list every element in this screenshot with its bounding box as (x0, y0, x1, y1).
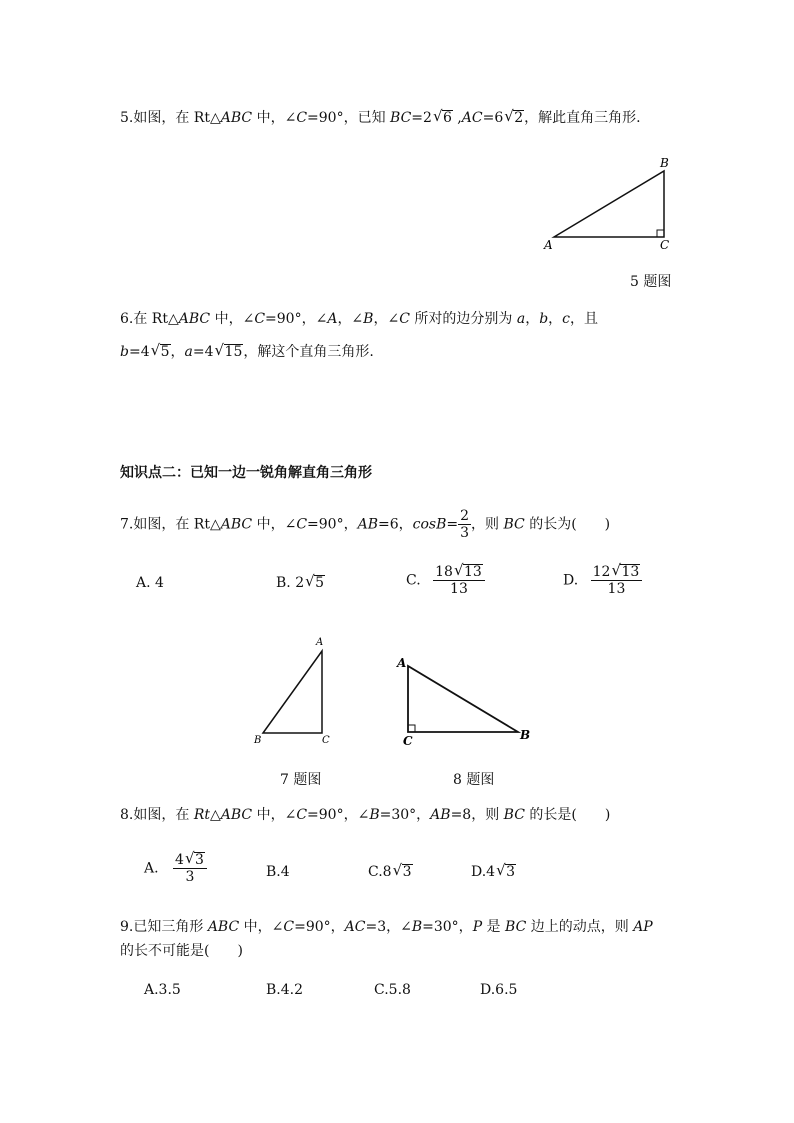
q8-triangle-name: ABC (220, 807, 253, 823)
q7-text-part: 7.如图，在 Rt△ (120, 516, 221, 533)
q6-text-part: ，解这个直角三角形. (243, 344, 374, 360)
q6-text-part: ， (170, 344, 185, 360)
q6-angle-a: A (327, 311, 338, 327)
q6-var-a2: a (184, 344, 193, 360)
q9-angle-b: B (411, 919, 423, 935)
q8-text (120, 805, 610, 825)
q9-text-part: 是 (482, 919, 506, 935)
q8-option-a-den: 3 (185, 869, 195, 885)
sqrt-3: √ 3 (505, 864, 516, 879)
q7-option-d-den: 13 (607, 581, 626, 597)
sqrt-13: √ 13 (463, 564, 483, 579)
q8-text-part: 的长是( ) (524, 807, 611, 823)
q8-option-a-label: A. (144, 860, 159, 877)
q7-text-part: ，则 (471, 516, 504, 533)
q8-option-c-text: C.8 (368, 864, 392, 880)
q7-option-c-label: C. (406, 572, 421, 589)
q5-number: 5. (120, 110, 134, 126)
sqrt-15: √ 15 (224, 344, 244, 359)
q8-triangle-symbol: △ (209, 807, 221, 823)
q6-separator: ， (525, 311, 540, 327)
q5-figure (540, 155, 680, 255)
q6-var-c: c (562, 311, 570, 327)
q6-triangle-name: ABC (178, 311, 211, 327)
q7-triangle (263, 651, 322, 733)
q8-text-part: =8，则 (450, 807, 504, 823)
q5-vertex-c: C (660, 238, 670, 252)
q8-option-d[interactable] (471, 862, 516, 882)
q5-text-part: =2 (411, 110, 432, 126)
q6-text-part: 中，∠ (210, 311, 255, 327)
q8-angle-c: C (296, 807, 308, 823)
q7-fraction-den: 3 (460, 525, 470, 541)
q6-separator: ， (548, 311, 563, 327)
q7-caption: 7 题图 (280, 772, 322, 788)
q5-vertex-a: A (544, 238, 553, 252)
q7-triangle-name: ABC (220, 516, 253, 533)
q7-fraction-num: 2 (460, 508, 470, 524)
q5-text (120, 108, 641, 128)
q7-option-c-den: 13 (450, 581, 468, 597)
sqrt-5: √ 5 (160, 344, 171, 359)
q5-triangle-name: ABC (220, 110, 253, 126)
q8-figure (392, 650, 542, 750)
q5-text-part: 中，∠ (252, 110, 297, 126)
q9-text-part: =90°， (294, 919, 345, 935)
q7-text (120, 508, 610, 541)
q7-cosb: cosB (412, 516, 447, 533)
q7-option-b[interactable] (276, 573, 325, 593)
sqrt-6: √ 6 (442, 110, 453, 125)
q5-vertex-b: B (660, 156, 669, 170)
q5-text-part: =6 (482, 110, 504, 126)
q5-side-ac: AC (461, 110, 483, 126)
q8-side-bc: BC (503, 807, 525, 823)
q8-vertex-c: C (403, 734, 413, 748)
q9-side-ac: AC (344, 919, 366, 935)
q5-caption: 5 题图 (630, 274, 672, 290)
q7-option-a[interactable]: A. 4 (136, 575, 164, 591)
q9-line2: 的长不可能是( ) (120, 943, 243, 959)
q9-text-part: 中，∠ (239, 919, 284, 935)
q8-triangle (408, 666, 518, 732)
q6-var-b: b (539, 311, 549, 327)
q8-vertex-a: A (397, 656, 407, 670)
q5-text-part: =90°，已知 (307, 110, 391, 126)
q7-fraction (458, 508, 471, 541)
q6-angle-b: B (363, 311, 374, 327)
q8-caption: 8 题图 (453, 772, 495, 788)
q6-text-part: ，∠ (337, 311, 364, 327)
q6-text-part: =4 (192, 344, 214, 360)
q9-text-part: =30°， (422, 919, 473, 935)
q8-option-a-num: 4 (175, 852, 184, 868)
q9-option-c[interactable]: C.5.8 (374, 982, 411, 998)
q7-side-bc: BC (503, 516, 525, 533)
sqrt-13: √ 13 (620, 564, 640, 579)
q5-text-part: , (452, 110, 462, 126)
q6-text-part: =4 (128, 344, 150, 360)
q7-option-c-num: 18 (435, 564, 453, 580)
q6-line2 (120, 342, 374, 362)
q7-text-part: =6， (377, 516, 413, 533)
q7-figure (250, 634, 340, 749)
q5-triangle (554, 171, 664, 237)
q9-angle-c: C (283, 919, 295, 935)
q7-vertex-a: A (316, 637, 324, 648)
q7-side-ab: AB (357, 516, 378, 533)
q9-side-bc: BC (505, 919, 527, 935)
q7-option-d[interactable] (563, 564, 642, 597)
q8-side-ab: AB (430, 807, 451, 823)
q8-right-angle-mark (408, 725, 415, 732)
q9-triangle-name: ABC (207, 919, 240, 935)
sqrt-2: √ 2 (513, 110, 524, 125)
q6-text-part: 所对的边分别为 (409, 311, 517, 327)
q6-angle-c2: C (399, 311, 410, 327)
q9-option-a[interactable]: A.3.5 (144, 982, 181, 998)
q7-option-b-text: B. 2 (276, 575, 305, 591)
q5-text-part: ，解此直角三角形. (524, 110, 641, 126)
q8-option-c[interactable] (368, 862, 413, 882)
q7-text-part: = (446, 516, 459, 533)
q6-var-a: a (516, 311, 526, 327)
sqrt-3: √ 3 (194, 852, 205, 867)
section-title: 知识点二：已知一边一锐角解直角三角形 (120, 465, 372, 481)
sqrt-3: √ 3 (402, 864, 413, 879)
q7-option-c[interactable] (406, 564, 485, 597)
q8-rt: Rt (193, 807, 210, 823)
q5-right-angle-mark (657, 230, 664, 237)
q5-side-bc: BC (390, 110, 412, 126)
q8-angle-b: B (369, 807, 380, 823)
q6-line1 (120, 309, 598, 329)
q9-segment-ap: AP (633, 919, 653, 935)
q6-text-part: 6.在 Rt△ (120, 311, 179, 327)
q6-angle-c: C (254, 311, 266, 327)
q9-text-part: 边上的动点，则 (526, 919, 634, 935)
q9-line1 (120, 917, 653, 937)
q8-text-part: =90°，∠ (307, 807, 370, 823)
q5-text-part: 如图，在 Rt△ (133, 110, 221, 126)
q6-text-part: ，且 (570, 311, 598, 327)
q9-option-b[interactable]: B.4.2 (266, 982, 304, 998)
q9-option-d[interactable]: D.6.5 (480, 982, 518, 998)
q9-point-p: P (472, 919, 483, 935)
q6-var-b2: b (120, 344, 129, 360)
q8-option-a[interactable] (144, 852, 207, 885)
q7-text-part: 的长为( ) (524, 516, 611, 533)
q7-option-d-num: 12 (592, 564, 611, 580)
q8-text-part: 8.如图，在 (120, 807, 194, 823)
q8-option-a-fraction (173, 852, 207, 885)
q8-text-part: =30°， (379, 807, 431, 823)
q8-option-d-text: D.4 (471, 864, 496, 880)
q6-text-part: ，∠ (373, 311, 400, 327)
q7-text-part: =90°， (307, 516, 358, 533)
q9-text-part: =3，∠ (365, 919, 412, 935)
q7-text-part: 中，∠ (252, 516, 297, 533)
q7-angle-c: C (296, 516, 308, 533)
q7-option-d-fraction (591, 564, 643, 597)
sqrt-5: √ 5 (314, 575, 325, 590)
q5-angle-c: C (296, 110, 308, 126)
q9-text-part: 9.已知三角形 (120, 919, 208, 935)
q7-vertex-b: B (254, 735, 262, 746)
q8-text-part: 中，∠ (252, 807, 297, 823)
q7-option-c-fraction (433, 564, 485, 597)
q8-option-b[interactable]: B.4 (266, 864, 290, 880)
q8-vertex-b: B (520, 728, 531, 742)
q6-text-part: =90°，∠ (265, 311, 328, 327)
q7-option-d-label: D. (563, 572, 579, 589)
q7-vertex-c: C (322, 735, 330, 746)
